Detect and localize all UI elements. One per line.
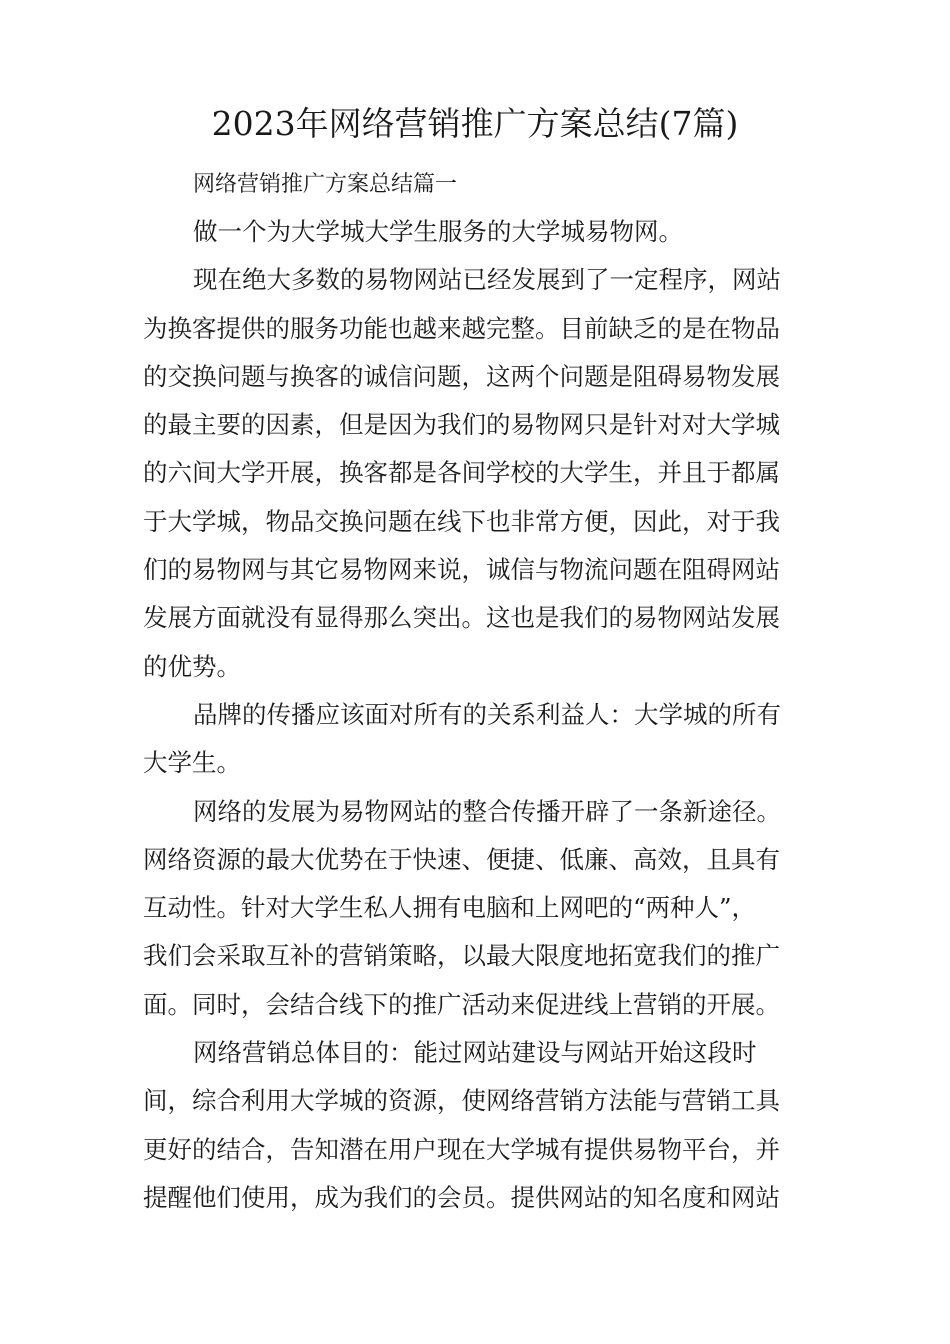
- paragraph-line: 间，综合利用大学城的资源，使网络营销方法能与营销工具: [143, 1086, 780, 1116]
- paragraph-line: 我们会采取互补的营销策略，以最大限度地拓宽我们的推广: [143, 941, 780, 971]
- paragraph-line: 面。同时，会结合线下的推广活动来促进线上营销的开展。: [143, 989, 780, 1019]
- paragraph-4: [143, 788, 843, 1029]
- paragraph-line: 品牌的传播应该面对所有的关系利益人：大学城的所有: [193, 699, 781, 729]
- paragraph-3: [143, 691, 843, 788]
- paragraph-line: 现在绝大多数的易物网站已经发展到了一定程序，网站: [193, 265, 781, 295]
- paragraph-line: 的交换问题与换客的诚信问题，这两个问题是阻碍易物发展: [143, 361, 780, 391]
- paragraph-line: 更好的结合，告知潜在用户现在大学城有提供易物平台，并: [143, 1134, 780, 1164]
- section-heading: 网络营销推广方案总结篇一: [193, 172, 458, 197]
- paragraph-line: 的最主要的因素，但是因为我们的易物网只是针对对大学城: [143, 410, 780, 440]
- paragraph-line: 大学生。: [143, 748, 241, 778]
- paragraph-line: 于大学城，物品交换问题在线下也非常方便，因此，对于我: [143, 506, 780, 536]
- paragraph-1: [143, 208, 843, 256]
- paragraph-line: 网络的发展为易物网站的整合传播开辟了一条新途径。: [193, 796, 781, 826]
- paragraph-line: 网络资源的最大优势在于快速、便捷、低廉、高效，且具有: [143, 844, 780, 874]
- paragraph-line: 发展方面就没有显得那么突出。这也是我们的易物网站发展: [143, 603, 780, 633]
- paragraph-5: [143, 1029, 843, 1222]
- paragraph-line: 互动性。针对大学生私人拥有电脑和上网吧的“两种人”，: [143, 893, 757, 923]
- paragraph-line: 提醒他们使用，成为我们的会员。提供网站的知名度和网站: [143, 1182, 780, 1212]
- paragraph-line: 做一个为大学城大学生服务的大学城易物网。: [193, 217, 683, 246]
- document-title: 2023年网络营销推广方案总结(7篇): [211, 104, 739, 143]
- paragraph-line: 的六间大学开展，换客都是各间学校的大学生，并且于都属: [143, 458, 780, 488]
- paragraph-line: 们的易物网与其它易物网来说，诚信与物流问题在阻碍网站: [143, 555, 780, 585]
- paragraph-line: 网络营销总体目的：能过网站建设与网站开始这段时: [193, 1038, 757, 1068]
- paragraph-2: [143, 256, 843, 691]
- paragraph-line: 的优势。: [143, 651, 241, 681]
- paragraph-line: 为换客提供的服务功能也越来越完整。目前缺乏的是在物品: [143, 313, 780, 343]
- document-body: [143, 162, 843, 1222]
